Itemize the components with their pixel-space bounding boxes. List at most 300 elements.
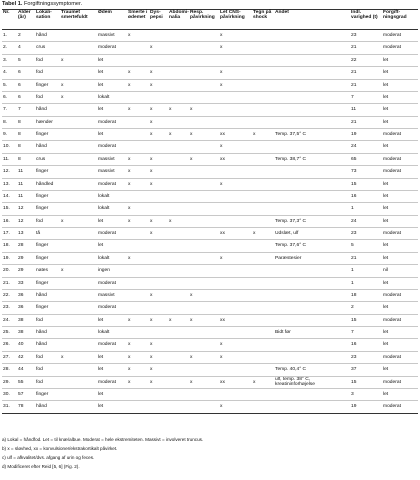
table-cell: moderat [382,401,418,413]
table-cell: lokalt [97,190,127,202]
table-cell [252,190,274,202]
table-cell: fod [35,67,60,79]
table-cell: 12 [17,215,35,227]
table-cell: Temp. 40,4° C [274,364,350,376]
table-cell: x [219,30,252,42]
table-cell: 5. [2,79,17,91]
table-cell: 8 [17,153,35,165]
table-cell: finger [35,203,60,215]
table-cell: x [60,351,97,363]
table-cell [60,401,97,413]
table-cell: x [219,401,252,413]
table-cell: hånd [35,141,60,153]
table-cell: xx [219,376,252,388]
table-cell [189,228,219,240]
table-cell: 9. [2,129,17,141]
table-cell: moderat [97,116,127,128]
table-row [2,265,418,277]
table-cell: 22 [350,54,382,66]
table-cell: moderat [382,166,418,178]
table-cell [274,178,350,190]
table-cell: 16 [350,339,382,351]
table-cell: 38 [17,314,35,326]
header-cell: Resp. påvirkning [189,10,219,30]
table-cell [252,302,274,314]
table-cell: x [149,364,168,376]
table-cell: x [60,79,97,91]
table-cell [189,302,219,314]
header-cell: Lokali- sation [35,10,60,30]
table-cell: 16 [350,190,382,202]
table-cell: x [60,215,97,227]
header-cell: Forgift- ningsgrad [382,10,418,30]
table-cell: 23 [350,351,382,363]
table-cell [127,116,149,128]
table-cell [189,203,219,215]
table-cell: 1. [2,30,17,42]
table-cell [149,302,168,314]
table-cell: 27. [2,351,17,363]
table-cell [60,240,97,252]
table-cell: finger [35,166,60,178]
table-cell: let [382,141,418,153]
footnote: d) Modificeret efter Reid [5, 6] (Fig. 2). [2,464,80,469]
table-cell: x [189,104,219,116]
table-cell: x [149,339,168,351]
table-cell: lokalt [97,252,127,264]
table-cell: x [252,129,274,141]
table-cell [252,277,274,289]
table-row [2,178,418,190]
table-cell: let [382,302,418,314]
table-row [2,351,418,363]
table-cell: moderat [382,351,418,363]
footnote: b) x = sløvhed, xx = konvulsioner/ekstrakortikalt påvirket. [2,446,118,451]
table-cell [60,339,97,351]
table-cell: crus [35,153,60,165]
table-cell: moderat [97,277,127,289]
table-cell: hånd [35,289,60,301]
table-cell [168,190,189,202]
table-cell: 19. [2,252,17,264]
table-cell [189,388,219,400]
table-cell [274,265,350,277]
table-cell [127,240,149,252]
table-cell [149,54,168,66]
table-cell [189,54,219,66]
table-cell [168,54,189,66]
table-cell [60,129,97,141]
table-cell [274,42,350,54]
table-cell: x [219,42,252,54]
table-row [2,302,418,314]
table-row [2,314,418,326]
table-cell: 4 [17,42,35,54]
table-cell [168,302,189,314]
table-cell: 11 [17,190,35,202]
table-row [2,190,418,202]
table-cell [127,91,149,103]
table-cell [149,203,168,215]
table-cell [274,388,350,400]
table-cell: Paræstesier [274,252,350,264]
table-cell [252,240,274,252]
table-cell: 13 [17,228,35,240]
table-cell: crus [35,42,60,54]
table-row [2,240,418,252]
table-cell [274,339,350,351]
table-cell [219,277,252,289]
table-cell: x [149,178,168,190]
table-cell: x [149,67,168,79]
table-cell: moderat [97,339,127,351]
header-cell: Dys- pepsi [149,10,168,30]
table-cell [274,54,350,66]
table-cell: 1 [350,265,382,277]
table-row [2,166,418,178]
table-cell: finger [35,190,60,202]
table-cell: x [149,376,168,388]
table-cell: 23. [2,302,17,314]
table-cell [252,178,274,190]
table-cell: 19 [350,129,382,141]
table-cell [149,190,168,202]
table-cell [168,178,189,190]
table-cell: hånd [35,327,60,339]
table-cell [127,401,149,413]
symptom-table [2,10,418,414]
table-cell: x [168,215,189,227]
table-cell: nates [35,265,60,277]
table-cell: 8 [17,116,35,128]
table-row [2,141,418,153]
table-cell [219,91,252,103]
table-cell: massivt [97,153,127,165]
table-cell [219,215,252,227]
table-cell: x [60,265,97,277]
table-cell: hånd [35,401,60,413]
table-cell [274,302,350,314]
table-cell: x [219,79,252,91]
table-row [2,79,418,91]
table-cell: ingen [97,265,127,277]
table-cell [252,364,274,376]
table-cell [274,116,350,128]
table-cell: 11. [2,153,17,165]
table-cell: 22. [2,289,17,301]
table-cell: lokalt [97,91,127,103]
table-cell [252,30,274,42]
table-cell: fod [35,364,60,376]
table-cell: x [189,129,219,141]
table-cell [168,401,189,413]
table-cell: let [97,401,127,413]
table-cell: x [149,314,168,326]
table-cell: 11 [17,178,35,190]
table-row [2,30,418,42]
table-cell: 42 [17,351,35,363]
table-cell: xx [219,314,252,326]
table-cell: 15 [350,314,382,326]
table-cell [274,351,350,363]
table-row [2,104,418,116]
table-cell: 6 [17,91,35,103]
table-cell: x [127,215,149,227]
table-body [2,30,418,414]
table-cell: 73 [350,166,382,178]
table-cell [219,104,252,116]
table-cell: 15. [2,203,17,215]
table-cell [252,289,274,301]
table-cell: Temp. 37,6° C [274,240,350,252]
table-cell [168,153,189,165]
header-cell: Nr. [2,10,17,30]
table-cell [252,327,274,339]
table-cell [219,302,252,314]
table-cell [252,203,274,215]
table-cell [252,351,274,363]
table-cell: fod [35,351,60,363]
table-cell: 29. [2,376,17,388]
table-cell [274,277,350,289]
table-cell [252,153,274,165]
table-cell: 6 [17,79,35,91]
table-cell [60,67,97,79]
table-cell: hænder [35,116,60,128]
table-cell [189,141,219,153]
table-cell: x [219,178,252,190]
table-cell [168,252,189,264]
table-cell: 38 [17,327,35,339]
table-cell: x [149,166,168,178]
table-cell [60,30,97,42]
table-cell: x [149,215,168,227]
table-cell: 7 [350,91,382,103]
table-cell: tå [35,228,60,240]
table-cell: let [97,240,127,252]
table-row [2,327,418,339]
table-cell [252,265,274,277]
table-cell [252,79,274,91]
table-cell [189,190,219,202]
table-cell: hånd [35,104,60,116]
table-cell [149,277,168,289]
table-cell [274,190,350,202]
table-row [2,376,418,388]
table-cell: 24 [350,141,382,153]
table-cell: moderat [97,302,127,314]
header-cell: Ødem [97,10,127,30]
table-cell [168,289,189,301]
table-row [2,277,418,289]
table-cell [252,67,274,79]
table-cell: 5 [350,240,382,252]
table-cell: x [127,376,149,388]
table-cell [252,388,274,400]
table-cell [60,364,97,376]
table-cell: 24. [2,314,17,326]
table-cell [168,141,189,153]
table-cell: let [382,91,418,103]
table-cell: let [382,54,418,66]
table-cell: x [189,376,219,388]
table-cell: x [127,351,149,363]
table-cell [168,116,189,128]
table-cell: x [60,54,97,66]
table-cell [60,42,97,54]
table-cell: 21 [350,42,382,54]
table-cell [60,327,97,339]
table-cell [189,166,219,178]
table-cell [127,54,149,66]
table-row [2,54,418,66]
table-cell [252,215,274,227]
table-cell: 1 [350,203,382,215]
table-cell [60,277,97,289]
table-cell: 28 [17,240,35,252]
table-cell: 5 [17,54,35,66]
table-cell: let [97,79,127,91]
table-cell [168,228,189,240]
table-cell: x [127,104,149,116]
table-cell [60,252,97,264]
table-cell [252,42,274,54]
table-cell: x [252,228,274,240]
table-row [2,116,418,128]
table-cell: hånd [35,30,60,42]
table-cell [149,240,168,252]
table-cell: 8 [17,141,35,153]
table-cell: 18 [350,289,382,301]
table-cell: let [97,67,127,79]
table-row [2,67,418,79]
table-cell: 36 [17,289,35,301]
table-cell [189,91,219,103]
table-cell: moderat [382,314,418,326]
footnote: a) Lokal = håndfod. Let = til knæ/albue. Moderat = hele ekstremiteten. Massivt = involveret truncus. [2,437,204,442]
table-cell [274,91,350,103]
table-cell: let [97,388,127,400]
table-cell: moderat [382,289,418,301]
table-cell [274,289,350,301]
table-cell: let [382,339,418,351]
caption-label: Tabel 1. [2,1,23,7]
table-cell: Temp. 38,7° C [274,153,350,165]
table-cell [168,339,189,351]
table-cell [219,265,252,277]
table-cell: let [382,240,418,252]
table-row [2,252,418,264]
table-cell [60,203,97,215]
table-cell: 21 [350,116,382,128]
table-cell: x [189,351,219,363]
table-cell [60,153,97,165]
table-cell [168,364,189,376]
table-cell: 29 [17,265,35,277]
table-cell [189,79,219,91]
table-cell [168,42,189,54]
table-cell [219,54,252,66]
table-cell: 12 [17,203,35,215]
table-row [2,401,418,413]
table-cell [168,376,189,388]
table-cell: x [219,339,252,351]
table-cell: moderat [382,129,418,141]
table-cell: x [149,79,168,91]
table-cell: 14. [2,190,17,202]
table-cell: 33 [17,277,35,289]
table-cell [127,141,149,153]
table-cell: 6 [17,67,35,79]
header-row [2,10,418,30]
table-cell [189,252,219,264]
table-cell: moderat [97,228,127,240]
table-cell [189,42,219,54]
table-cell [189,215,219,227]
table-cell [127,388,149,400]
table-cell: let [97,364,127,376]
table-cell: Temp. 37,3° C [274,215,350,227]
table-cell: 17. [2,228,17,240]
table-cell [274,314,350,326]
table-cell: x [219,141,252,153]
table-cell: ulf, temp. 38° C, kreatininforhøjelse [274,376,350,388]
table-cell: 7 [17,104,35,116]
table-cell: let [97,314,127,326]
table-cell [274,67,350,79]
table-cell: x [149,351,168,363]
table-cell [252,104,274,116]
table-cell [189,339,219,351]
table-cell: x [127,67,149,79]
table-cell: 1 [350,277,382,289]
table-cell [127,289,149,301]
table-cell [149,327,168,339]
table-cell: finger [35,388,60,400]
table-cell: 7. [2,104,17,116]
table-row [2,228,418,240]
table-cell [168,388,189,400]
table-cell [127,129,149,141]
footnotes [2,435,418,471]
table-cell: moderat [97,141,127,153]
table-cell: 18. [2,240,17,252]
table-cell [189,401,219,413]
table-cell [219,190,252,202]
table-row [2,364,418,376]
table-cell: 65 [350,153,382,165]
table-caption [2,1,82,8]
table-cell: fod [35,54,60,66]
table-cell [274,141,350,153]
table-cell [60,388,97,400]
table-cell [60,190,97,202]
table-cell [189,67,219,79]
table-cell: 31. [2,401,17,413]
table-cell [60,314,97,326]
table-cell: x [149,228,168,240]
table-cell: x [127,30,149,42]
table-cell [252,339,274,351]
table-cell [252,166,274,178]
table-cell [252,401,274,413]
table-cell [189,327,219,339]
table-cell: 11 [350,104,382,116]
table-cell [168,91,189,103]
table-cell: x [168,314,189,326]
table-cell [189,364,219,376]
table-cell: let [382,116,418,128]
